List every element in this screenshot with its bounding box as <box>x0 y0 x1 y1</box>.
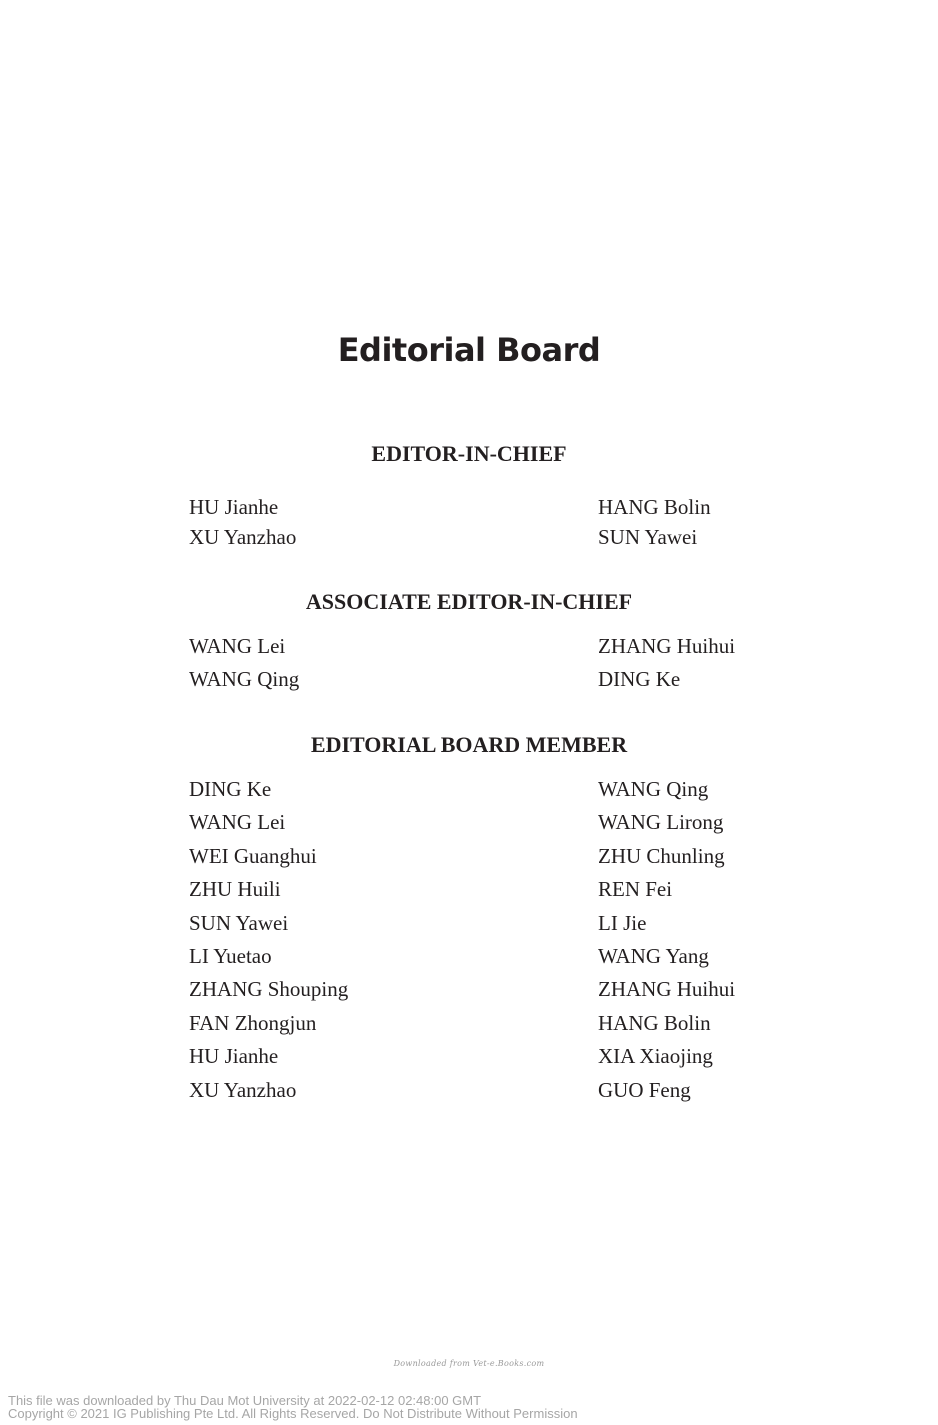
member-name: ZHANG Shouping <box>189 977 349 1002</box>
name-row <box>189 1008 789 1041</box>
member-name: WANG Yang <box>598 943 709 968</box>
download-watermark: Downloaded from Vet-e.Books.com <box>393 1359 545 1368</box>
member-name: ZHANG Huihui <box>598 977 736 1002</box>
member-name: ZHANG Huihui <box>598 634 736 658</box>
name-row <box>189 492 789 522</box>
download-notice: This file was downloaded by Thu Dau Mot University at 2022-02-12 02:48:00 GMT <box>8 1393 482 1408</box>
member-name: HANG Bolin <box>598 1010 711 1035</box>
member-name: XU Yanzhao <box>189 1077 297 1102</box>
member-name: ZHU Huili <box>189 877 281 902</box>
footer <box>8 1394 578 1420</box>
page-title: Editorial Board <box>337 331 601 369</box>
member-name: DING Ke <box>598 667 681 691</box>
section-heading-associate-editor-in-chief: ASSOCIATE EDITOR-IN-CHIEF <box>305 589 633 614</box>
member-name: SUN Yawei <box>189 910 289 935</box>
member-name: HU Jianhe <box>189 1044 279 1069</box>
member-name: WANG Lirong <box>598 810 724 835</box>
member-name: WEI Guanghui <box>189 843 317 868</box>
member-name: WANG Qing <box>598 777 709 801</box>
member-name: SUN Yawei <box>598 525 698 549</box>
name-row <box>189 908 789 941</box>
name-row <box>189 1041 789 1074</box>
name-row <box>189 522 789 552</box>
editor-in-chief-list <box>189 492 789 552</box>
section-heading-editor-in-chief: EDITOR-IN-CHIEF <box>371 441 567 466</box>
member-name: XIA Xiaojing <box>598 1044 713 1069</box>
name-row <box>189 974 789 1007</box>
member-name: HANG Bolin <box>598 495 711 519</box>
name-row <box>189 664 789 697</box>
name-row <box>189 941 789 974</box>
copyright-notice: Copyright © 2021 IG Publishing Pte Ltd. All Rights Reserved. Do Not Distribute Without Permission <box>8 1406 578 1421</box>
member-name: LI Jie <box>598 910 647 935</box>
member-name: LI Yuetao <box>189 943 272 968</box>
member-name: GUO Feng <box>598 1077 691 1102</box>
associate-editor-in-chief-list <box>189 631 789 697</box>
member-name: XU Yanzhao <box>189 525 297 549</box>
name-row <box>189 874 789 907</box>
member-name: ZHU Chunling <box>598 843 725 868</box>
member-name: WANG Lei <box>189 634 286 658</box>
member-name: HU Jianhe <box>189 495 279 519</box>
member-name: DING Ke <box>189 777 272 801</box>
member-name: WANG Qing <box>189 667 300 691</box>
member-name: FAN Zhongjun <box>189 1010 317 1035</box>
name-row <box>189 774 789 807</box>
name-row <box>189 1075 789 1108</box>
section-heading-editorial-board-member: EDITORIAL BOARD MEMBER <box>310 732 628 757</box>
name-row <box>189 807 789 840</box>
member-name: REN Fei <box>598 877 673 902</box>
editorial-board-member-list <box>189 774 789 1108</box>
name-row <box>189 631 789 664</box>
member-name: WANG Lei <box>189 810 286 835</box>
name-row <box>189 841 789 874</box>
